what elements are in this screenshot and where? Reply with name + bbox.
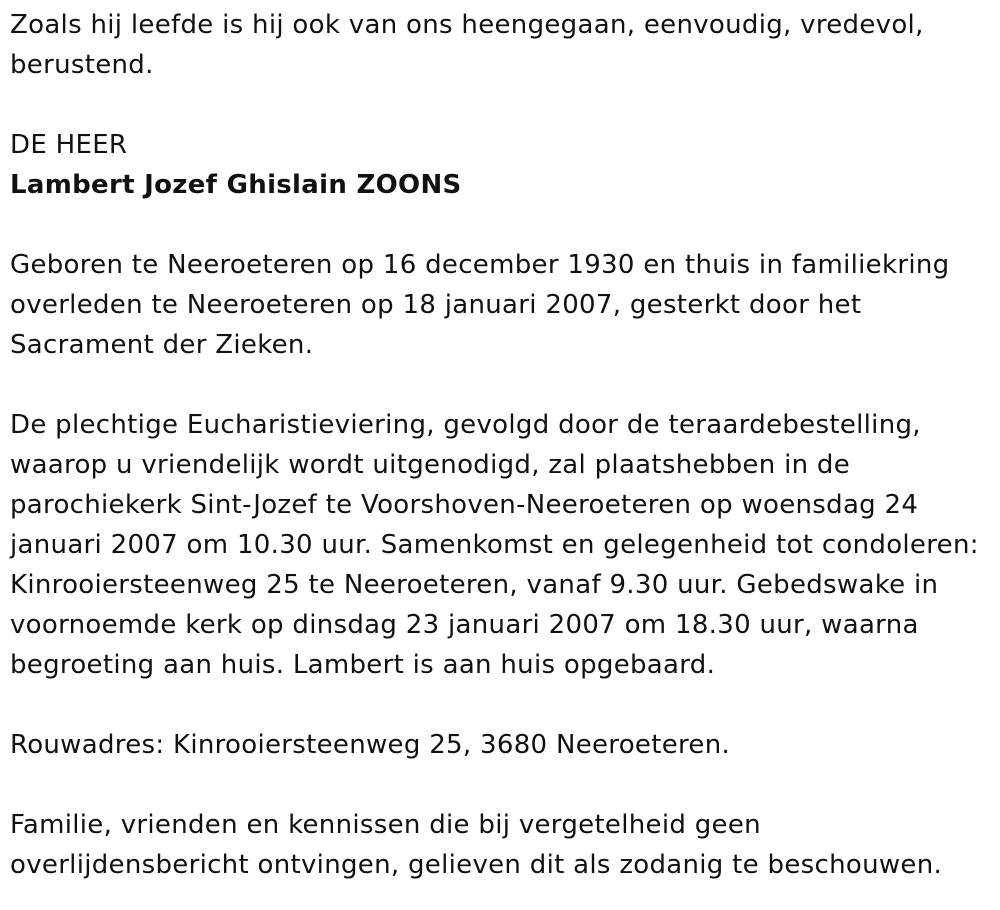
spacer: [10, 205, 995, 245]
spacer: [10, 765, 995, 805]
closing-paragraph: Familie, vrienden en kennissen die bij vergetelheid geen overlijdensbericht ontvingen, gelieven dit als zodanig te beschouwen.: [10, 810, 943, 880]
address-paragraph: Rouwadres: Kinrooiersteenweg 25, 3680 Neeroeteren.: [10, 730, 731, 760]
spacer: [10, 365, 995, 405]
obituary-document: [10, 5, 995, 885]
intro-paragraph: Zoals hij leefde is hij ook van ons heengegaan, eenvoudig, vredevol, berustend.: [10, 10, 924, 80]
spacer: [10, 85, 995, 125]
deceased-name: Lambert Jozef Ghislain ZOONS: [10, 170, 462, 200]
ceremony-paragraph: De plechtige Eucharistieviering, gevolgd door de teraardebestelling, waarop u vriendelijk wordt uitgenodigd, zal plaatshebben in de parochiekerk Sint-Jozef te Voorshoven-Neeroeteren op woensdag 24 januari 2007 om 10.30 uur. Samenkomst en gelegenheid tot condoleren: Kinrooiersteenweg 25 te Neeroeteren, vanaf 9.30 uur. Gebedswake in voornoemde kerk op dinsdag 23 januari 2007 om 18.30 uur, waarna begroeting aan huis. Lambert is aan huis opgebaard.: [10, 410, 979, 680]
birth-death-paragraph: Geboren te Neeroeteren op 16 december 1930 en thuis in familiekring overleden te Neeroeteren op 18 januari 2007, gesterkt door het Sacrament der Zieken.: [10, 250, 950, 360]
title-prefix: DE HEER: [10, 130, 128, 160]
spacer: [10, 685, 995, 725]
